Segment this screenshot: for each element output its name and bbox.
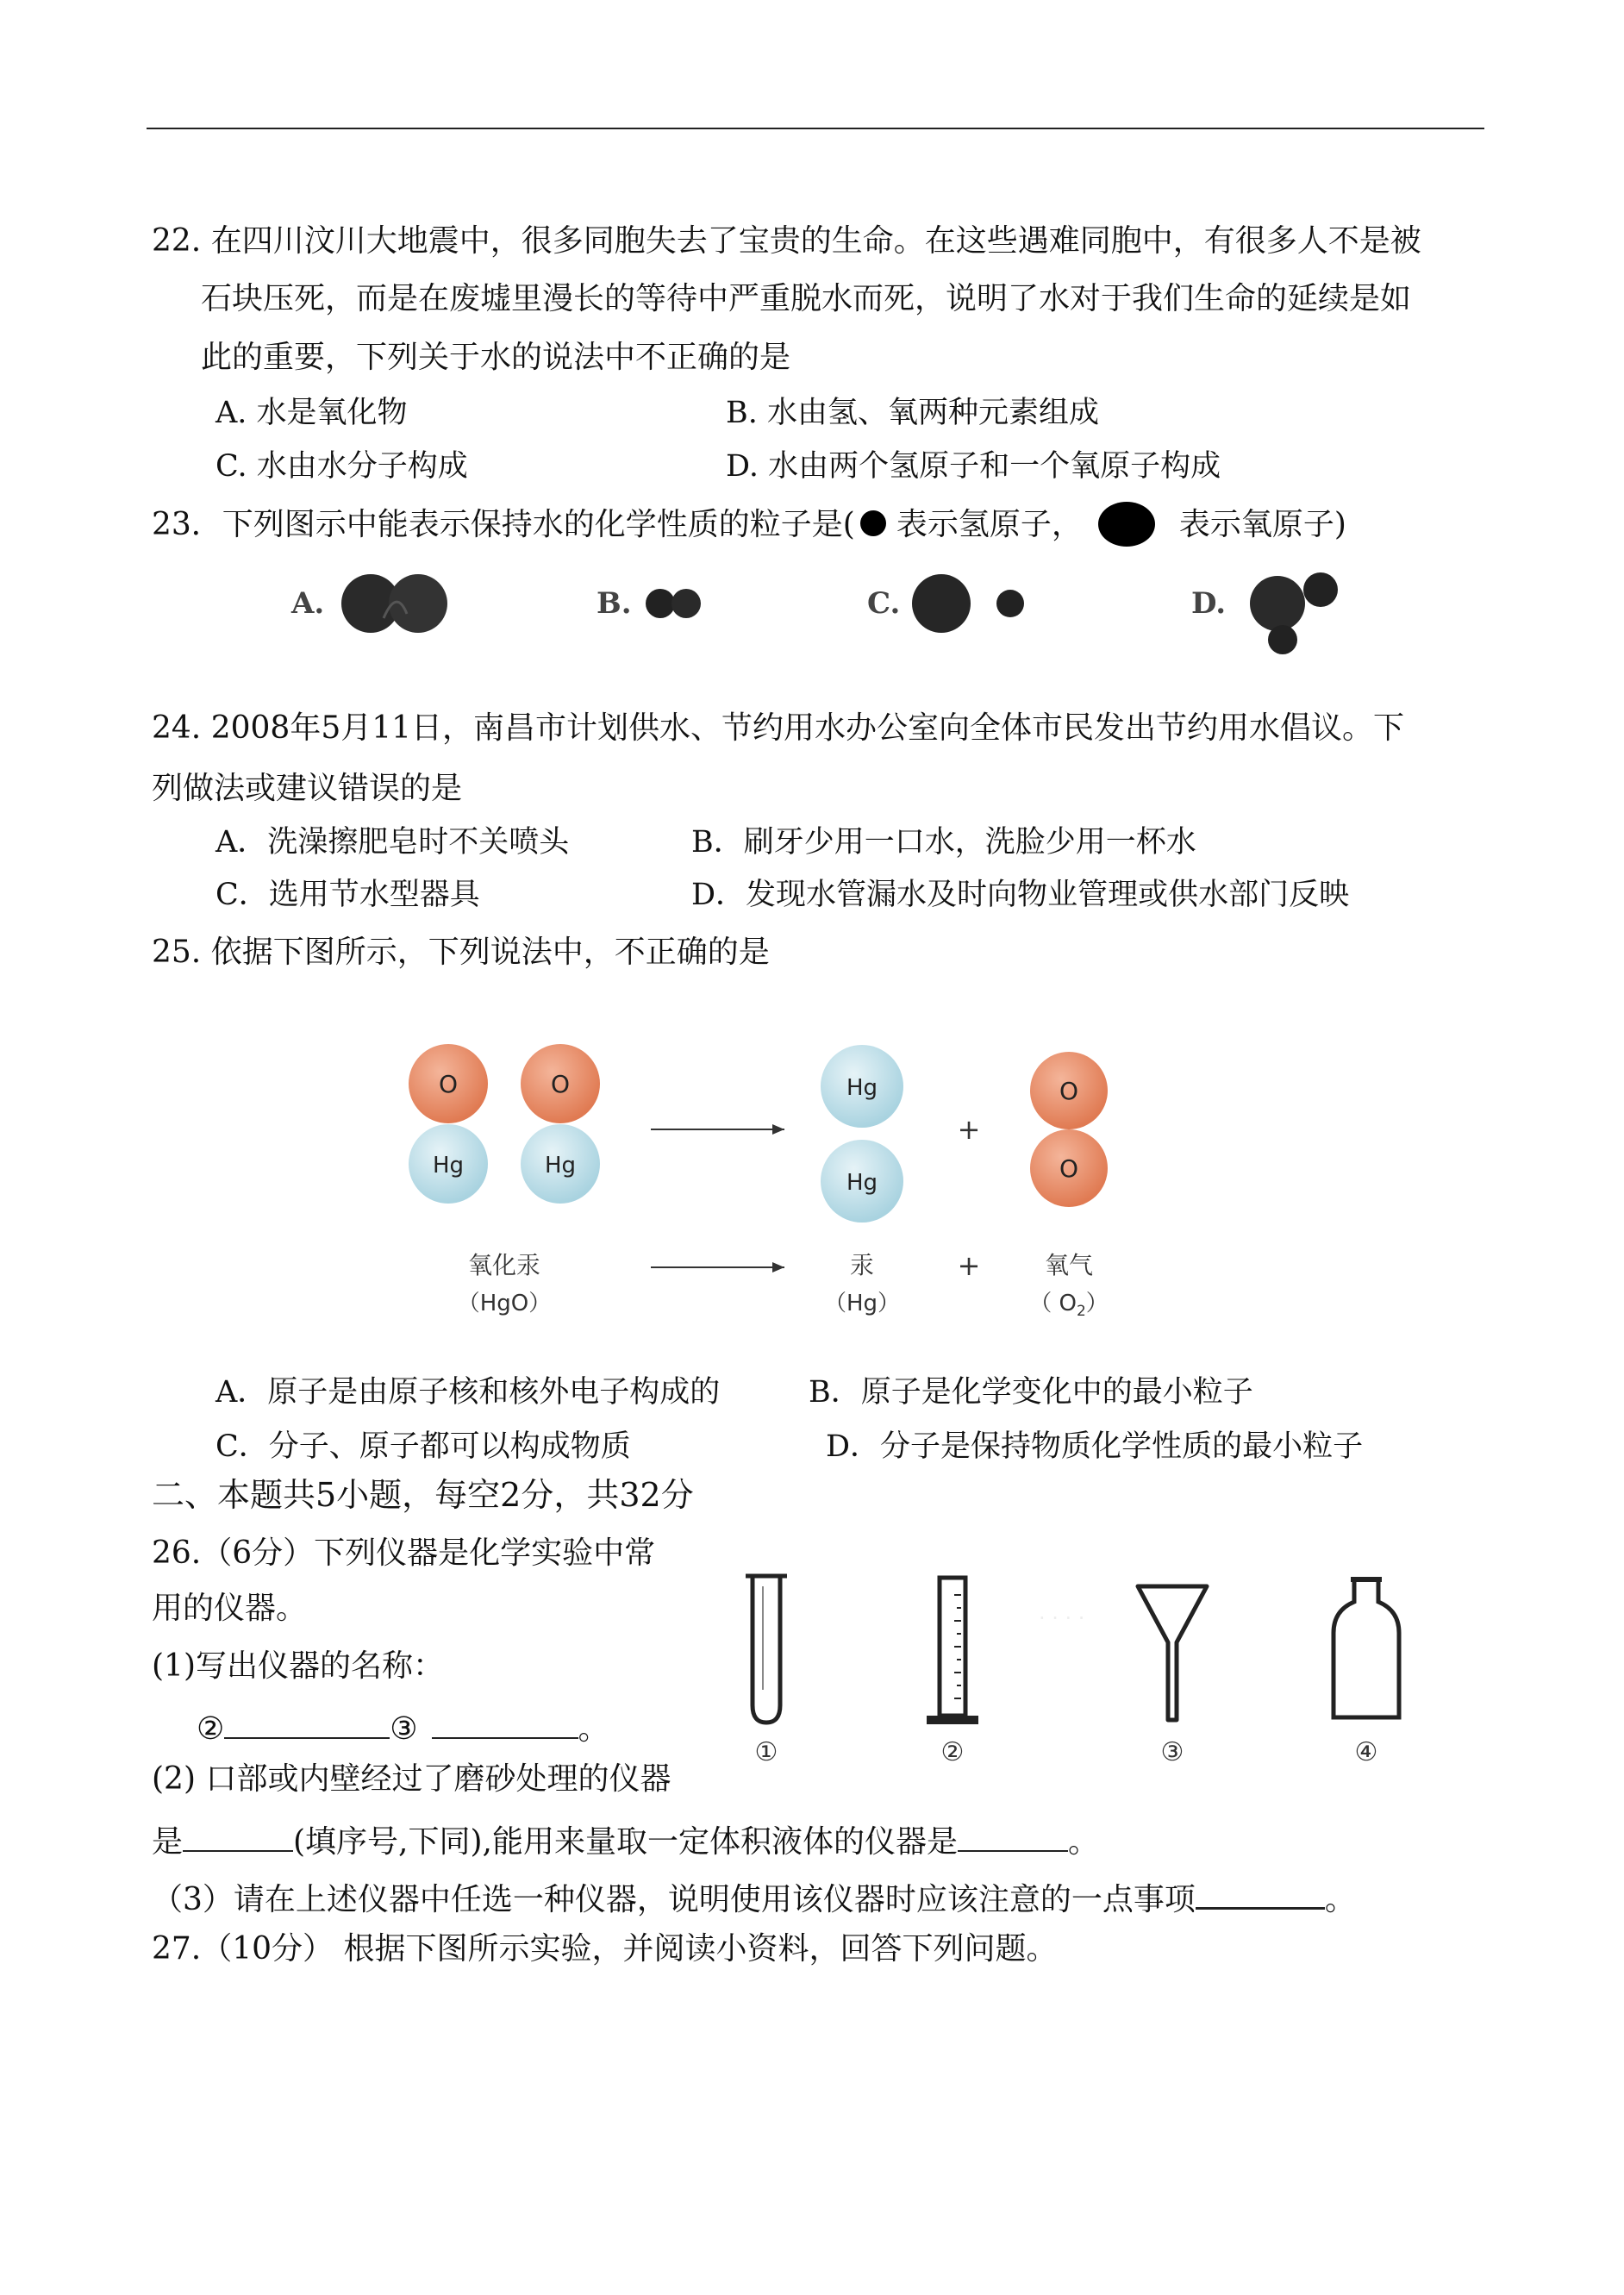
graduated-cylinder-icon [927, 1578, 978, 1724]
hg-name: 汞 [849, 1251, 875, 1279]
mercury-label: Hg [846, 1170, 878, 1196]
q26-circled-2: ② [197, 1711, 225, 1747]
q24-line1: 24. 2008年5月11日，南昌市计划供水、节约用水办公室向全体市民发出节约用水倡议。下 [152, 710, 1405, 746]
o2-formula-sub: 2 [1076, 1303, 1086, 1320]
funnel-icon [1138, 1586, 1207, 1720]
q26-sub1: (1)写出仪器的名称： [152, 1648, 444, 1684]
lab-instruments-figure [728, 1560, 1452, 1767]
q26-line2: 用的仪器。 [152, 1591, 308, 1626]
q24-option-b: B．刷牙少用一口水，洗脸少用一杯水 [691, 825, 1196, 860]
q26-line1: 26.（6分）下列仪器是化学实验中常 [152, 1535, 656, 1571]
q27-stem: 27.（10分） 根据下图所示实验，并阅读小资料，回答下列问题。 [152, 1931, 1058, 1967]
hg-formula: （Hg） [823, 1291, 901, 1316]
q25-option-b: B．原子是化学变化中的最小粒子 [809, 1375, 1253, 1410]
q26-sub2-line2 [152, 1821, 1099, 1858]
q24-option-c: C．选用节水型器具 [215, 878, 480, 912]
section-2-heading: 二、本题共5小题，每空2分，共32分 [152, 1476, 694, 1514]
mercury-label: Hg [544, 1153, 577, 1179]
o2-formula-left: （ O [1029, 1291, 1077, 1316]
hgo-name: 氧化汞 [467, 1251, 541, 1279]
q26-circled-3: ③ [390, 1711, 418, 1747]
oxygen-atom-icon [1098, 502, 1155, 547]
q26-sub2-middle: (填序号,下同),能用来量取一定体积液体的仪器是 [293, 1824, 958, 1860]
q22-line1: 22. 在四川汶川大地震中，很多同胞失去了宝贵的生命。在这些遇难同胞中，有很多人不是被 [152, 223, 1421, 259]
q26-sub2-line1: (2) 口部或内壁经过了磨砂处理的仪器 [152, 1761, 671, 1797]
q26-sub2-prefix: 是 [152, 1824, 184, 1860]
q22-option-d: D. 水由两个氢原子和一个氧原子构成 [726, 449, 1221, 484]
q26-sub3-text: （3）请在上述仪器中任选一种仪器，说明使用该仪器时应该注意的一点事项 [152, 1882, 1196, 1917]
instrument-label-3: ③ [1160, 1737, 1184, 1767]
q23-molecule-a [336, 571, 457, 640]
q23-molecule-d [1241, 569, 1353, 655]
plus-sign: + [957, 1249, 981, 1282]
q24-option-d: D．发现水管漏水及时向物业管理或供水部门反映 [691, 878, 1350, 912]
instrument-label-1: ① [754, 1737, 778, 1767]
q26-sub2-period: 。 [1068, 1824, 1100, 1860]
header-rule [147, 128, 1484, 129]
q23-stem [152, 502, 1346, 547]
mercury-label: Hg [432, 1153, 465, 1179]
q22-option-c: C. 水由水分子构成 [215, 449, 468, 484]
q23-label-c: C. [867, 586, 901, 621]
q22-line3: 此的重要，下列关于水的说法中不正确的是 [201, 340, 791, 375]
instrument-label-4: ④ [1354, 1737, 1378, 1767]
instrument-label-2: ② [940, 1737, 965, 1767]
q25-option-d: D．分子是保持物质化学性质的最小粒子 [826, 1429, 1364, 1464]
q23-molecule-b [643, 585, 712, 622]
hgo-formula: （HgO） [457, 1291, 552, 1316]
oxygen-label: O [1059, 1154, 1079, 1183]
q23-oxygen-legend: 表示氧原子) [1178, 507, 1346, 542]
q26-sub1-blanks [197, 1708, 609, 1745]
q25-reaction-figure [379, 1030, 1138, 1323]
plus-sign: + [957, 1113, 981, 1146]
hydrogen-atom-icon [860, 510, 886, 536]
oxygen-label: O [1059, 1077, 1079, 1105]
o2-formula-right: ） [1085, 1291, 1109, 1316]
test-tube-icon [746, 1576, 787, 1723]
reagent-bottle-icon [1334, 1579, 1399, 1717]
q24-line2: 列做法或建议错误的是 [152, 771, 463, 806]
answer-blank-ground-glass[interactable] [183, 1821, 293, 1852]
oxygen-label: O [550, 1070, 571, 1098]
scan-artifact: · · · · [1039, 1606, 1085, 1630]
answer-blank-2[interactable] [224, 1708, 390, 1739]
q22-line2: 石块压死，而是在废墟里漫长的等待中严重脱水而死，说明了水对于我们生命的延续是如 [201, 281, 1412, 316]
q23-label-d: D. [1191, 586, 1227, 621]
q23-label-b: B. [597, 586, 632, 621]
q26-sub3 [152, 1878, 1356, 1916]
q23-stem-text: 23．下列图示中能表示保持水的化学性质的粒子是( [152, 507, 855, 542]
mercury-label: Hg [846, 1075, 878, 1101]
q25-stem: 25. 依据下图所示，下列说法中，不正确的是 [152, 935, 770, 970]
q22-option-b: B. 水由氢、氧两种元素组成 [726, 396, 1099, 430]
q22-option-a: A. 水是氧化物 [215, 396, 408, 430]
oxygen-label: O [438, 1070, 459, 1098]
q25-option-c: C．分子、原子都可以构成物质 [215, 1429, 631, 1464]
answer-blank-precaution[interactable] [1196, 1878, 1325, 1910]
o2-name: 氧气 [1044, 1251, 1094, 1279]
answer-blank-3[interactable] [432, 1708, 578, 1739]
q26-sub3-period: 。 [1324, 1882, 1356, 1917]
q26-period: 。 [578, 1711, 609, 1747]
answer-blank-measuring[interactable] [958, 1821, 1068, 1852]
q23-label-a: A. [291, 586, 325, 621]
q23-hydrogen-legend: 表示氢原子， [896, 507, 1083, 542]
q25-option-a: A．原子是由原子核和核外电子构成的 [215, 1375, 721, 1410]
o2-formula [1029, 1291, 1109, 1320]
q24-option-a: A．洗澡擦肥皂时不关喷头 [215, 825, 570, 860]
q23-molecule-c [912, 572, 1033, 636]
